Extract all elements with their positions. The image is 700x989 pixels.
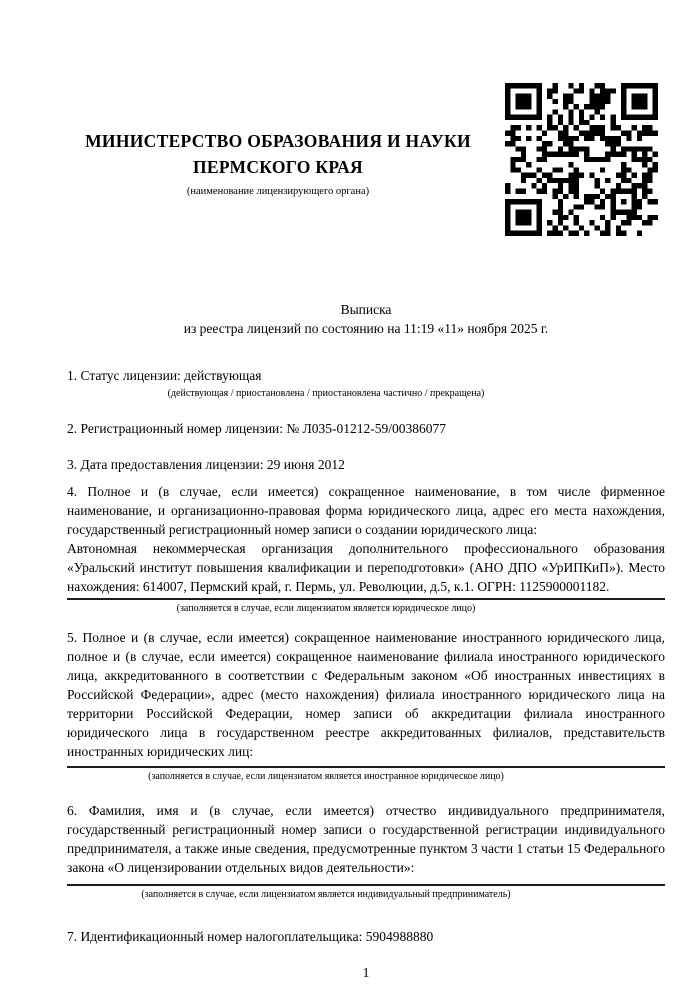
licensing-authority-caption: (наименование лицензирующего органа): [186, 186, 370, 197]
qr-code-icon: [505, 83, 658, 236]
item-6-question: 6. Фамилия, имя и (в случае, если имеется) отчество индивидуального предпринимателя, государственный регистрационный номер записи о государственной регистрации индивидуального предпринимателя, а также иные сведения, предусмотренные пунктом 3 части 1 статьи 15 Федерального закона «О лицензировании отдельных видов деятельности»:: [67, 803, 665, 875]
page-number: 1: [362, 965, 370, 980]
item-4-caption: (заполняется в случае, если лицензиатом является юридическое лицо): [176, 603, 476, 614]
ministry-name-line2: ПЕРМСКОГО КРАЯ: [193, 157, 363, 177]
document-title: Выписка: [340, 302, 392, 317]
item-6-fill-line: [67, 884, 665, 886]
licensing-authority-header: [67, 128, 489, 198]
item-4-question: 4. Полное и (в случае, если имеется) сокращенное наименование, в том числе фирменное наименование, и организационно-правовая форма юридического лица, адрес его места нахождения, государственный регистрационный номер записи о создании юридического лица:: [67, 484, 665, 537]
ministry-name-line1: МИНИСТЕРСТВО ОБРАЗОВАНИЯ И НАУКИ: [85, 131, 471, 151]
item-5-caption: (заполняется в случае, если лицензиатом является иностранное юридическое лицо): [148, 771, 504, 782]
item-7-taxpayer-id: 7. Идентификационный номер налогоплательщика: 5904988880: [67, 929, 434, 944]
item-1-caption: (действующая / приостановлена / приостановлена частично / прекращена): [167, 388, 485, 399]
item-4-fill-line: [67, 598, 665, 600]
item-5-question: 5. Полное и (в случае, если имеется) сокращенное наименование иностранного юридического лица, полное и (в случае, если имеется) сокращенное наименование филиала иностранного юридического лица, аккредитованного в соответствии с Федеральным законом «Об иностранных инвестициях в Российской Федерации», адрес (место нахождения) филиала иностранного юридического лица на территории Российской Федерации, номер записи об аккредитации филиала иностранного юридического лица в государственном реестре аккредитованных филиалов, представительств иностранных юридических лиц:: [67, 630, 665, 759]
document-subtitle: из реестра лицензий по состоянию на 11:19 «11» ноября 2025 г.: [183, 321, 549, 336]
document-body: [67, 300, 665, 982]
item-3-grant-date: 3. Дата предоставления лицензии: 29 июня 2012: [67, 457, 345, 472]
item-2-registration-number: 2. Регистрационный номер лицензии: № Л035-01212-59/00386077: [67, 421, 447, 436]
item-4-answer: Автономная некоммерческая организация дополнительного профессионального образования «Уральский институт повышения квалификации и переподготовки» (АНО ДПО «УрИПКиП»). Место нахождения: 614007, Пермский край, г. Пермь, ул. Революции, д.5, к.1. ОГРН: 1125900001182.: [67, 541, 665, 594]
item-1-license-status: 1. Статус лицензии: действующая: [67, 368, 262, 383]
item-6-caption: (заполняется в случае, если лицензиатом является индивидуальный предприниматель): [141, 889, 511, 900]
item-5-fill-line: [67, 766, 665, 768]
